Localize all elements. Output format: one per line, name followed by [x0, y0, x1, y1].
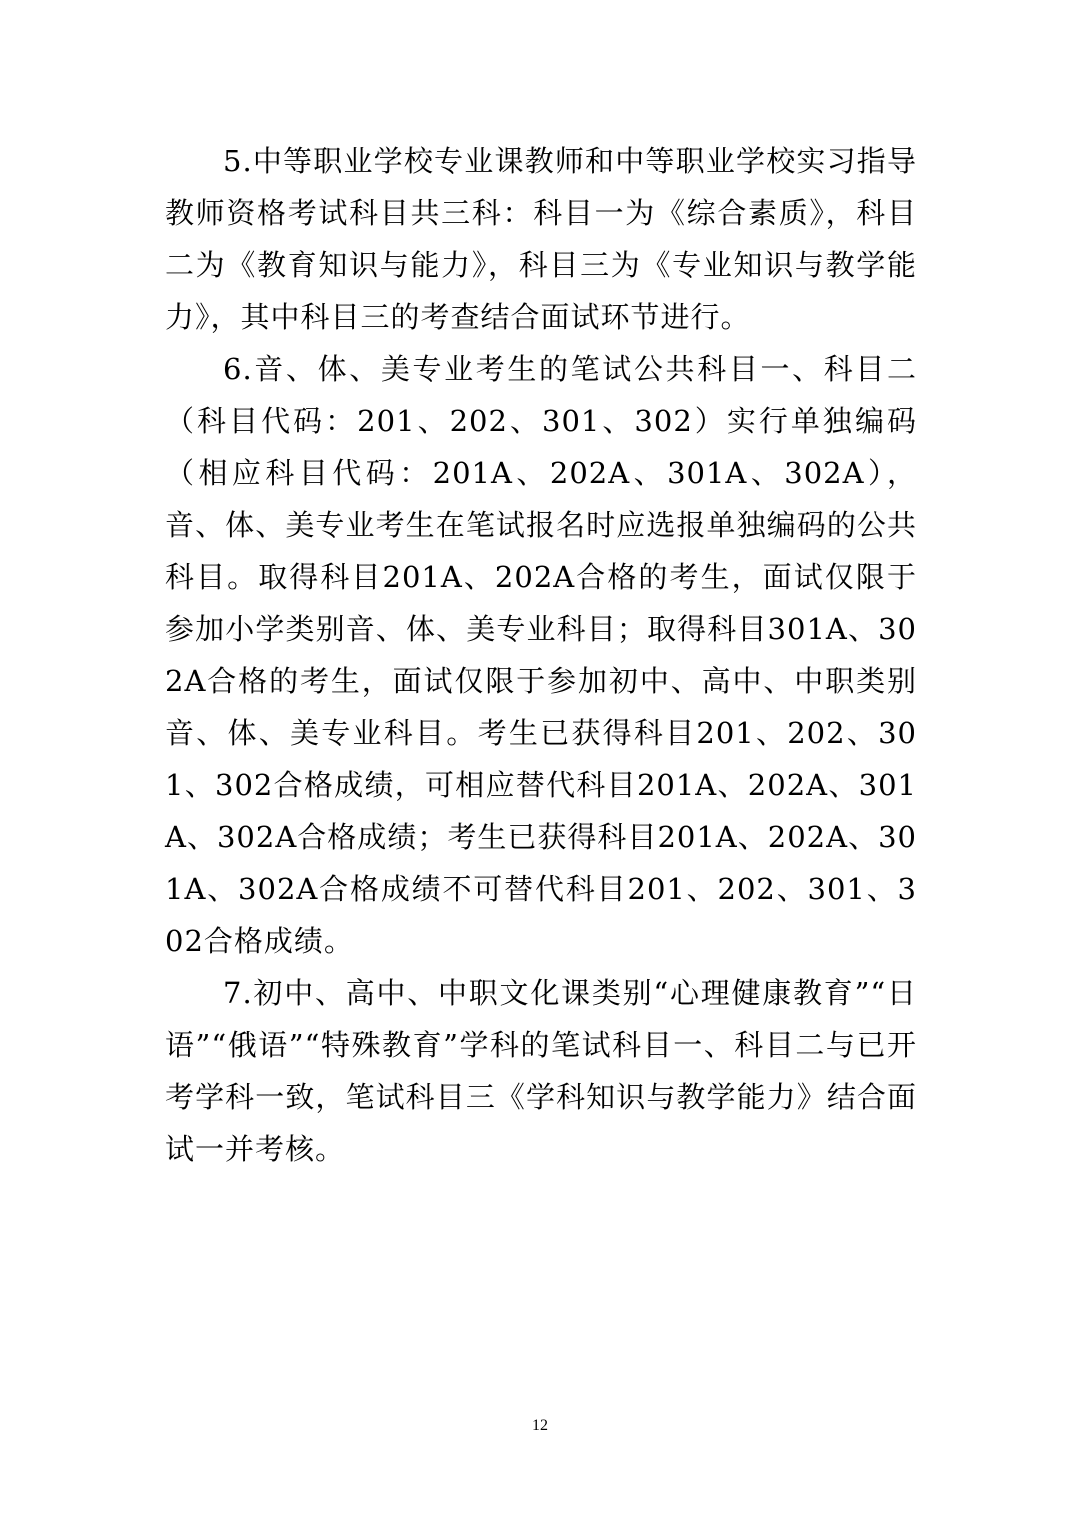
paragraph-item-5: 5.中等职业学校专业课教师和中等职业学校实习指导教师资格考试科目共三科：科目一为《综合素质》，科目二为《教育知识与能力》，科目三为《专业知识与教学能力》，其中科目三的考查结合面试环节进行。	[165, 144, 917, 334]
body-text	[165, 135, 917, 1175]
page-number: 12	[532, 1417, 548, 1434]
paragraph-item-6: 6.音、体、美专业考生的笔试公共科目一、科目二（科目代码：201、202、301、302）实行单独编码（相应科目代码：201A、202A、301A、302A），音、体、美专业考生在笔试报名时应选报单独编码的公共科目。取得科目201A、202A合格的考生，面试仅限于参加小学类别音、体、美专业科目；取得科目301A、302A合格的考生，面试仅限于参加初中、高中、中职类别音、体、美专业科目。考生已获得科目201、202、301、302合格成绩，可相应替代科目201A、202A、301A、302A合格成绩；考生已获得科目201A、202A、301A、302A合格成绩不可替代科目201、202、301、302合格成绩。	[165, 352, 917, 958]
paragraph-item-7: 7.初中、高中、中职文化课类别“心理健康教育”“日语”“俄语”“特殊教育”学科的笔试科目一、科目二与已开考学科一致，笔试科目三《学科知识与教学能力》结合面试一并考核。	[165, 976, 917, 1166]
